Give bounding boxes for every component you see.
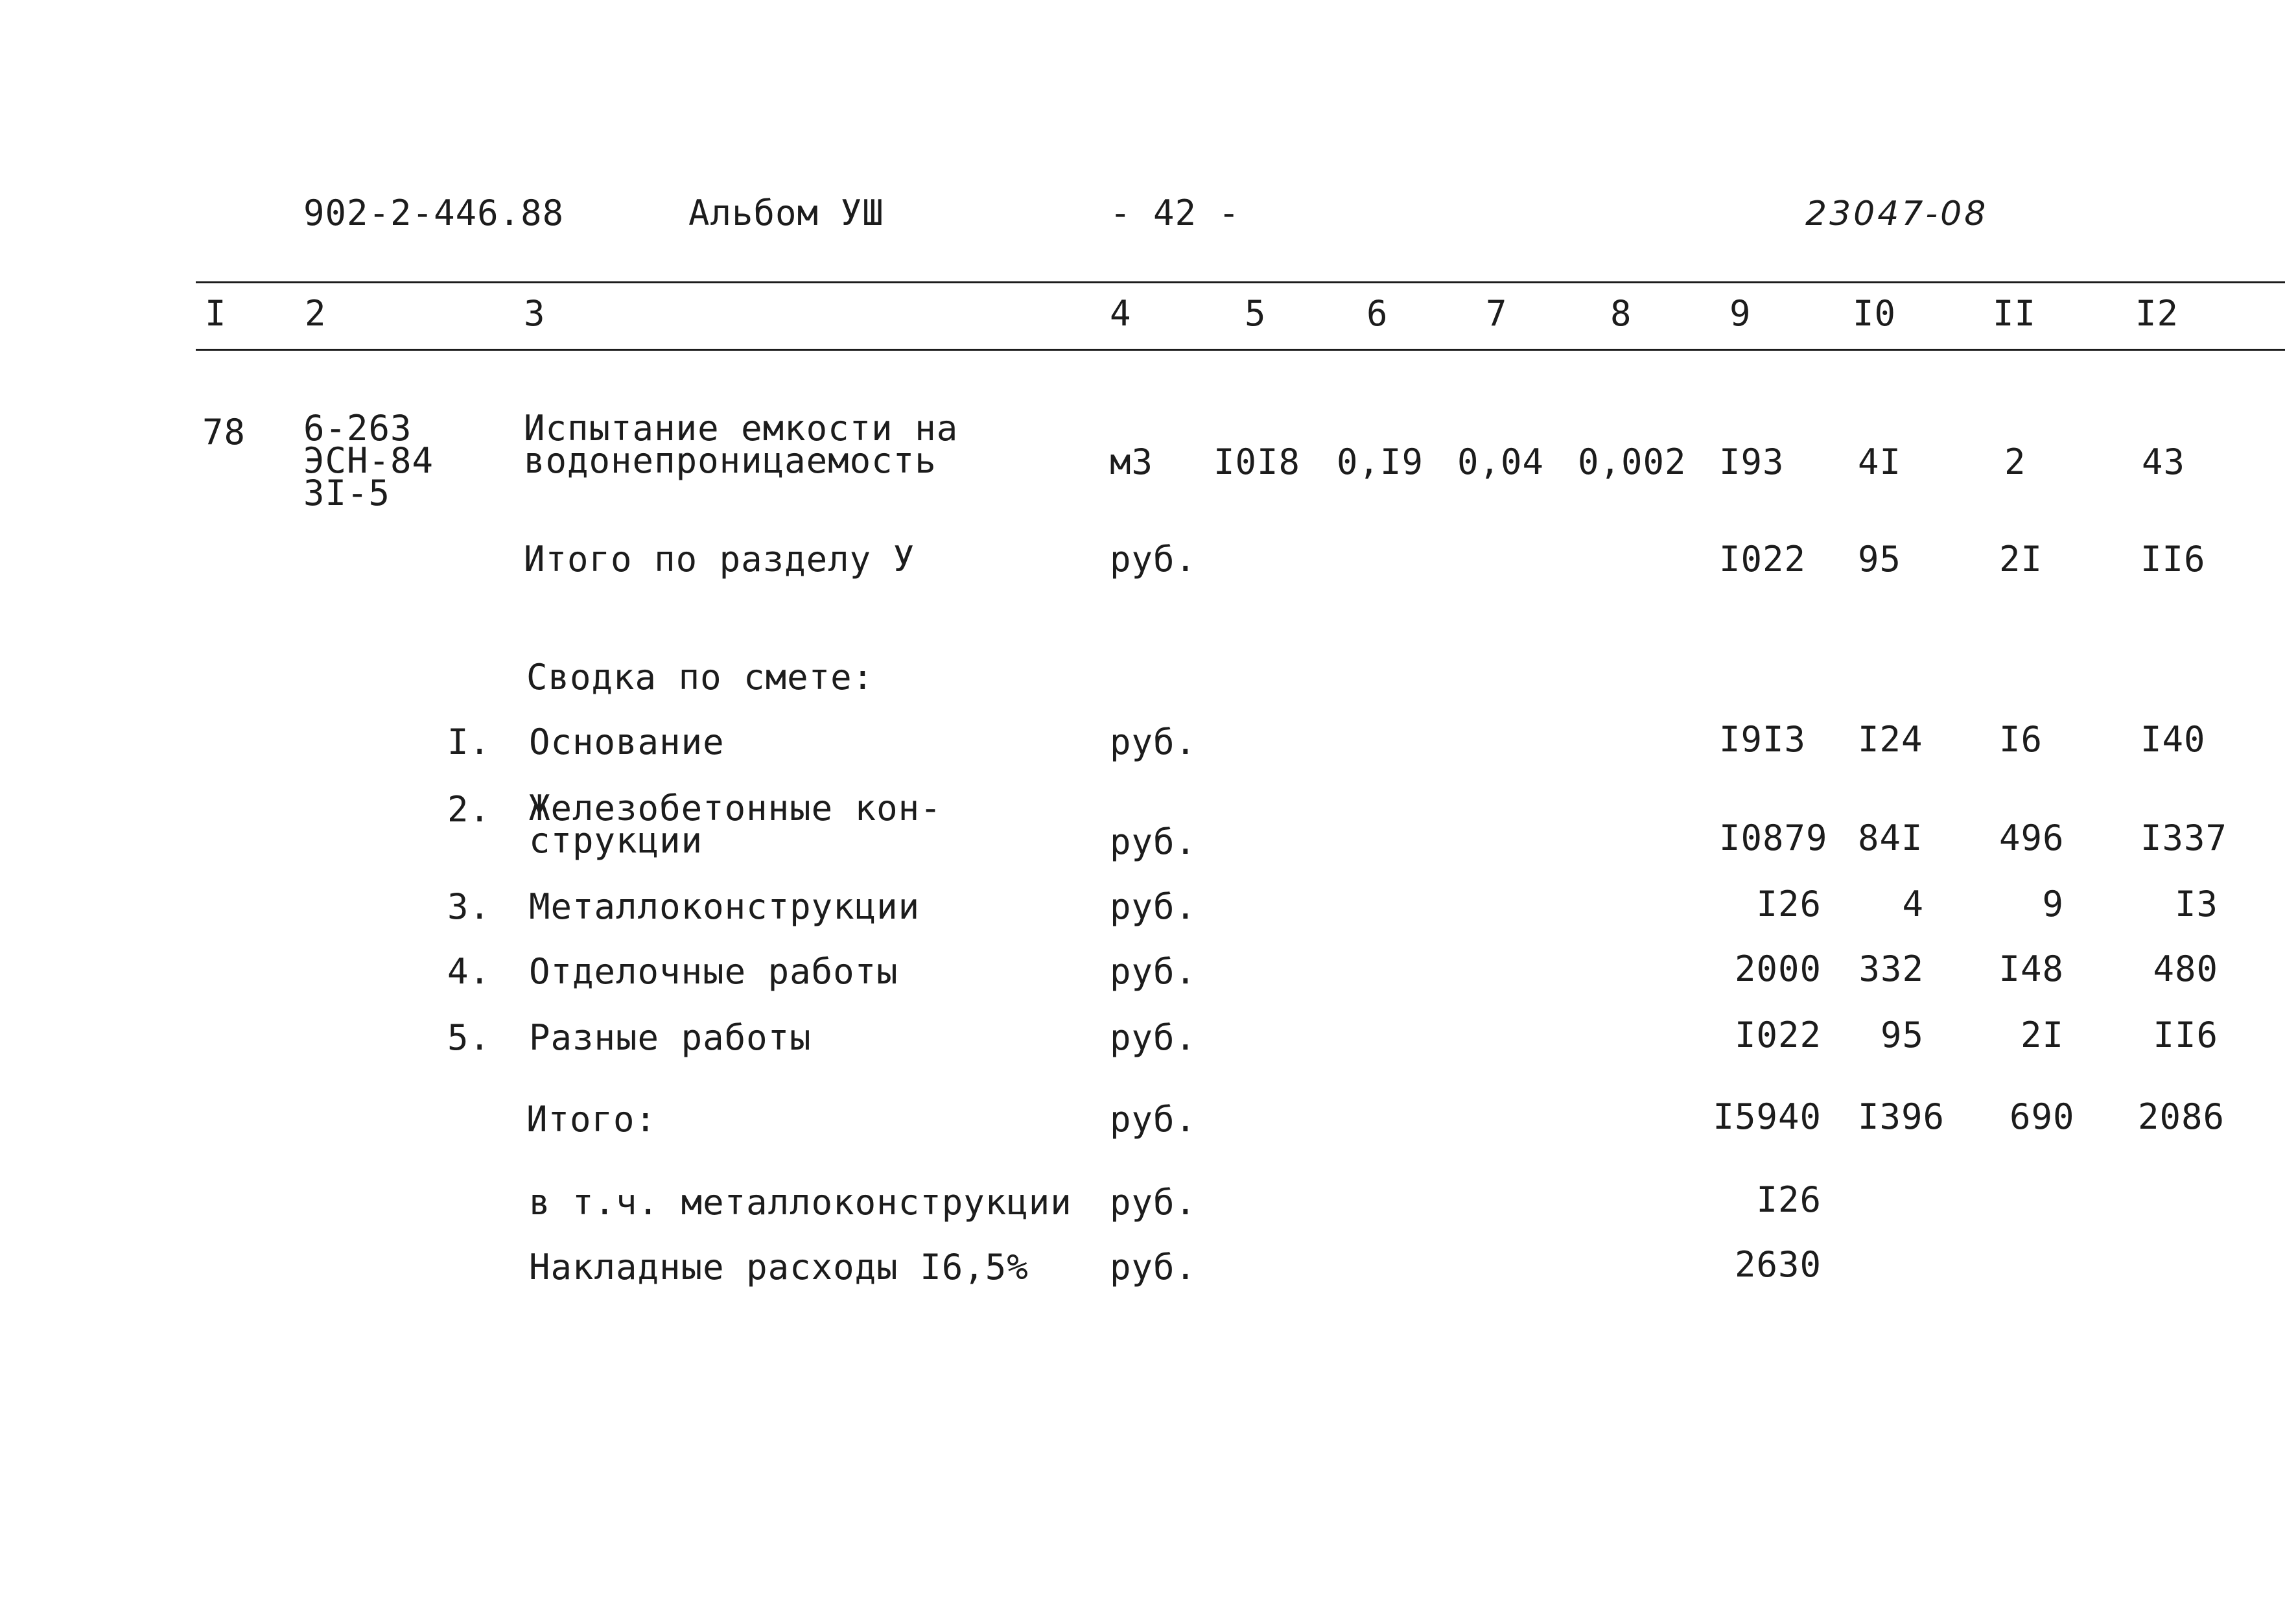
unit: руб. [1110, 886, 1197, 927]
column-header-12: I2 [2135, 293, 2179, 334]
document-number: 902-2-446.88 [303, 193, 565, 233]
overhead-label: Накладные расходы I6,5% [529, 1247, 1029, 1288]
column-header-9: 9 [1729, 293, 1752, 334]
value-col-10: 332 [1858, 948, 1924, 989]
value-col-9: I93 [1719, 441, 1785, 482]
column-header-2: 2 [305, 293, 327, 334]
value-col-9: I26 [1756, 1179, 1822, 1220]
value-col-11: 496 [1999, 818, 2065, 858]
value-col-12: 43 [2142, 441, 2186, 482]
summary-label-line: Железобетонные кон- [529, 788, 942, 829]
value-col-9: 2630 [1734, 1244, 1822, 1285]
value-col-10: I396 [1858, 1096, 1945, 1137]
value-col-10: I24 [1858, 719, 1923, 760]
column-header-5: 5 [1245, 293, 1267, 334]
column-header-3: 3 [524, 293, 546, 334]
column-header-11: II [1993, 293, 2037, 334]
column-header-10: I0 [1853, 293, 1897, 334]
value-col-10: 95 [1880, 1015, 1924, 1055]
norm-code [303, 408, 434, 513]
work-description-line: Испытание емкости на [524, 408, 959, 449]
section-total-label: Итого по разделу У [524, 539, 915, 580]
value-col-12: 2086 [2137, 1096, 2225, 1137]
row-number: 78 [202, 412, 246, 453]
value-col-9: I022 [1719, 539, 1807, 580]
unit: руб. [1110, 1247, 1197, 1288]
handwritten-code: 23047-08 [1805, 194, 1989, 233]
total-label: Итого: [526, 1099, 657, 1140]
album-label: Альбом УШ [688, 193, 884, 233]
value-col-11: I48 [1998, 948, 2064, 989]
column-header-1: I [205, 293, 227, 334]
summary-label: Металлоконструкции [529, 886, 920, 927]
summary-number: 3. [447, 886, 491, 927]
norm-code-line: ЭСН-84 [303, 440, 434, 481]
work-description [524, 408, 959, 481]
value-col-11: 2 [2004, 441, 2026, 482]
value-col-11: 2I [2020, 1015, 2064, 1055]
value-col-11: 2I [1999, 539, 2043, 580]
value-col-12: II6 [2140, 539, 2206, 580]
summary-label: Основание [529, 722, 725, 762]
summary-label: Отделочные работы [529, 951, 898, 992]
value-col-10: 4 [1902, 884, 1924, 924]
column-header-7: 7 [1486, 293, 1508, 334]
column-header-6: 6 [1366, 293, 1389, 334]
column-header-8: 8 [1610, 293, 1632, 334]
value-col-10: 84I [1858, 818, 1923, 858]
value-col-12: I40 [2140, 719, 2206, 760]
value-col-6: 0,I9 [1337, 441, 1424, 482]
metal-label: в т.ч. металлоконструкции [529, 1182, 1072, 1223]
unit: руб. [1110, 1182, 1197, 1223]
unit: руб. [1110, 722, 1197, 762]
value-col-9: I26 [1756, 884, 1822, 924]
page-number: - 42 - [1110, 193, 1241, 233]
unit: руб. [1110, 1099, 1197, 1140]
column-header-4: 4 [1110, 293, 1132, 334]
value-col-8: 0,002 [1578, 441, 1687, 482]
value-col-9: 2000 [1734, 948, 1822, 989]
summary-number: 4. [447, 951, 491, 992]
value-col-12: I3 [2174, 884, 2218, 924]
value-col-12: II6 [2153, 1015, 2218, 1055]
work-description-line: водонепроницаемость [524, 440, 937, 481]
value-col-12: I337 [2140, 818, 2228, 858]
unit: руб. [1110, 951, 1197, 992]
summary-number: 2. [447, 789, 491, 830]
value-col-11: I6 [1999, 719, 2043, 760]
value-col-9: I022 [1734, 1015, 1822, 1055]
value-col-7: 0,04 [1457, 441, 1545, 482]
summary-number: 5. [447, 1017, 491, 1058]
norm-code-line: 6-263 [303, 408, 412, 449]
table-top-rule [196, 281, 2285, 283]
value-col-11: 9 [2042, 884, 2064, 924]
value-col-11: 690 [2010, 1096, 2075, 1137]
value-col-9: I0879 [1719, 818, 1828, 858]
unit: м3 [1110, 441, 1154, 482]
value-col-9: I9I3 [1719, 719, 1807, 760]
value-col-9: I5940 [1713, 1096, 1822, 1137]
summary-label: Разные работы [529, 1017, 812, 1058]
value-col-10: 4I [1858, 441, 1902, 482]
unit: руб. [1110, 821, 1197, 862]
unit: руб. [1110, 1017, 1197, 1058]
value-col-10: 95 [1858, 539, 1902, 580]
summary-label-line: струкции [529, 820, 703, 861]
summary-label [529, 788, 942, 861]
quantity: I0I8 [1213, 441, 1301, 482]
summary-number: I. [447, 722, 491, 762]
table-header-rule [196, 349, 2285, 351]
summary-title: Сводка по смете: [526, 657, 874, 698]
value-col-12: 480 [2153, 948, 2218, 989]
unit: руб. [1110, 539, 1197, 580]
norm-code-line: 3I-5 [303, 473, 391, 513]
